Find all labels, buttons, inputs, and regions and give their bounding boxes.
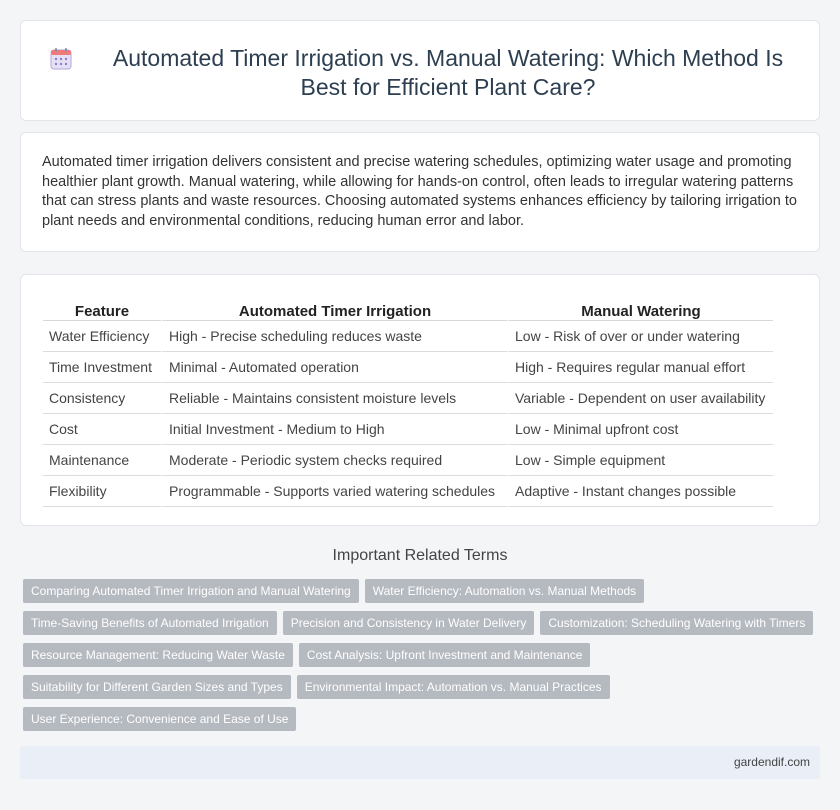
table-cell: Adaptive - Instant changes possible — [507, 476, 773, 507]
table-cell: Variable - Dependent on user availability — [507, 383, 773, 414]
table-header-cell: Automated Timer Irrigation — [161, 295, 507, 321]
term-row — [23, 675, 823, 699]
table-header-row — [43, 295, 773, 321]
term-tag[interactable]: Comparing Automated Timer Irrigation and Manual Watering — [23, 579, 359, 603]
term-tag[interactable]: Suitability for Different Garden Sizes and Types — [23, 675, 291, 699]
table-cell: Programmable - Supports varied watering schedules — [161, 476, 507, 507]
term-tag[interactable]: Resource Management: Reducing Water Waste — [23, 643, 293, 667]
table-cell: Initial Investment - Medium to High — [161, 414, 507, 445]
table-row — [43, 383, 773, 414]
table-cell: Time Investment — [43, 352, 161, 383]
term-tag[interactable]: Customization: Scheduling Watering with Timers — [540, 611, 813, 635]
term-tag[interactable]: User Experience: Convenience and Ease of Use — [23, 707, 296, 731]
table-cell: Low - Simple equipment — [507, 445, 773, 476]
table-header-cell: Feature — [43, 295, 161, 321]
page-title: Automated Timer Irrigation vs. Manual Watering: Which Method Is Best for Efficient Plant Care? — [112, 45, 784, 100]
term-tag[interactable]: Precision and Consistency in Water Delivery — [283, 611, 535, 635]
table-cell: Reliable - Maintains consistent moisture levels — [161, 383, 507, 414]
table-row — [43, 321, 773, 352]
term-tag[interactable]: Cost Analysis: Upfront Investment and Maintenance — [299, 643, 590, 667]
term-tag[interactable]: Water Efficiency: Automation vs. Manual Methods — [365, 579, 644, 603]
title-card — [20, 20, 820, 121]
table-row — [43, 476, 773, 507]
table-cell: Minimal - Automated operation — [161, 352, 507, 383]
related-terms-list — [23, 579, 823, 739]
table-row — [43, 445, 773, 476]
table-cell: Water Efficiency — [43, 321, 161, 352]
table-cell: Flexibility — [43, 476, 161, 507]
table-cell: Low - Minimal upfront cost — [507, 414, 773, 445]
table-cell: Low - Risk of over or under watering — [507, 321, 773, 352]
table-row — [43, 352, 773, 383]
table-cell: High - Requires regular manual effort — [507, 352, 773, 383]
table-cell: Maintenance — [43, 445, 161, 476]
term-tag[interactable]: Environmental Impact: Automation vs. Manual Practices — [297, 675, 610, 699]
term-row — [23, 707, 823, 731]
term-tag[interactable]: Time-Saving Benefits of Automated Irrigation — [23, 611, 277, 635]
related-terms-heading: Important Related Terms — [332, 547, 508, 564]
comparison-card — [20, 274, 820, 526]
table-cell: High - Precise scheduling reduces waste — [161, 321, 507, 352]
table-cell: Cost — [43, 414, 161, 445]
term-row — [23, 611, 823, 635]
term-row — [23, 643, 823, 667]
intro-paragraph: Automated timer irrigation delivers consistent and precise watering schedules, optimizing water usage and promoting healthier plant growth. Manual watering, while allowing for hands-on control, often leads to irregular watering patterns that can stress plants and waste resources. Choosing automated systems enhances efficiency by tailoring irrigation to plant needs and environmental conditions, reducing human error and labor. — [42, 154, 797, 229]
table-header-cell: Manual Watering — [507, 295, 773, 321]
footer — [20, 746, 820, 779]
table-cell: Consistency — [43, 383, 161, 414]
comparison-table — [43, 295, 773, 507]
footer-site-link[interactable]: gardendif.com — [733, 755, 810, 769]
term-row — [23, 579, 823, 603]
table-row — [43, 414, 773, 445]
intro-card — [20, 132, 820, 252]
table-cell: Moderate - Periodic system checks required — [161, 445, 507, 476]
